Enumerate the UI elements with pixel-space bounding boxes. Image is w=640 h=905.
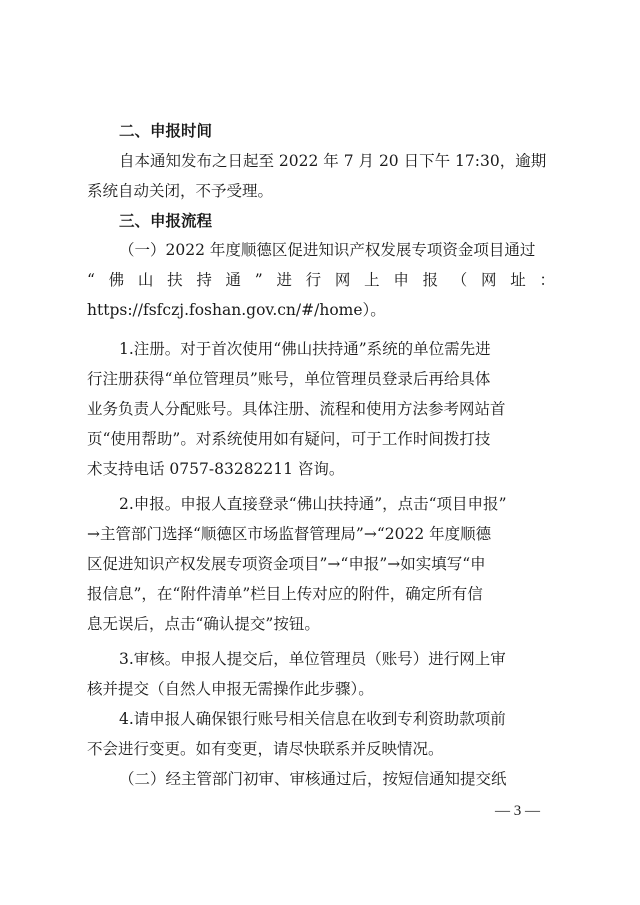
paragraph-line: 页“使用帮助”。对系统使用如有疑问，可于工作时间拨打技 [87, 430, 491, 448]
paragraph-line: 自本通知发布之日起至 2022 年 7 月 20 日下午 17:30，逾期 [119, 152, 547, 170]
paragraph-line: 系统自动关闭，不予受理。 [87, 182, 274, 200]
paragraph-line: 3.审核。申报人提交后，单位管理员（账号）进行网上审 [119, 650, 506, 668]
page-number: — 3 — [495, 803, 540, 819]
paragraph-line: 区促进知识产权发展专项资金项目”→“申报”→如实填写“申 [87, 555, 486, 573]
paragraph-line: 4.请申报人确保银行账号相关信息在收到专利资助款项前 [119, 710, 506, 728]
section-heading-time: 二、申报时间 [119, 122, 213, 140]
paragraph-line: 行注册获得“单位管理员”账号，单位管理员登录后再给具体 [87, 370, 491, 388]
paragraph-line: 2.申报。申报人直接登录“佛山扶持通”，点击“项目申报” [119, 495, 507, 513]
paragraph-line: 术支持电话 0757-83282211 咨询。 [87, 460, 345, 478]
paragraph-line: 不会进行变更。如有变更，请尽快联系并反映情况。 [87, 740, 444, 758]
paragraph-line: 业务负责人分配账号。具体注册、流程和使用方法参考网站首 [87, 400, 506, 418]
paragraph-line: https://fsfczj.foshan.gov.cn/#/home）。 [87, 301, 386, 319]
paragraph-line: →主管部门选择“顺德区市场监督管理局”→“2022 年度顺德 [87, 525, 492, 543]
paragraph-line: 息无误后，点击“确认提交”按钮。 [87, 615, 320, 633]
paragraph-line: 核并提交（自然人申报无需操作此步骤）。 [87, 680, 374, 698]
section-heading-process: 三、申报流程 [119, 212, 213, 230]
paragraph-line: 报信息”，在“附件清单”栏目上传对应的附件，确定所有信 [87, 585, 483, 603]
paragraph-line: 1.注册。对于首次使用“佛山扶持通”系统的单位需先进 [119, 340, 491, 358]
paragraph-line: （二）经主管部门初审、审核通过后，按短信通知提交纸 [119, 770, 507, 788]
paragraph-line: （一）2022 年度顺德区促进知识产权发展专项资金项目通过 [119, 241, 536, 259]
paragraph-line: “佛山扶持通”进行网上申报（网址： [87, 271, 555, 289]
